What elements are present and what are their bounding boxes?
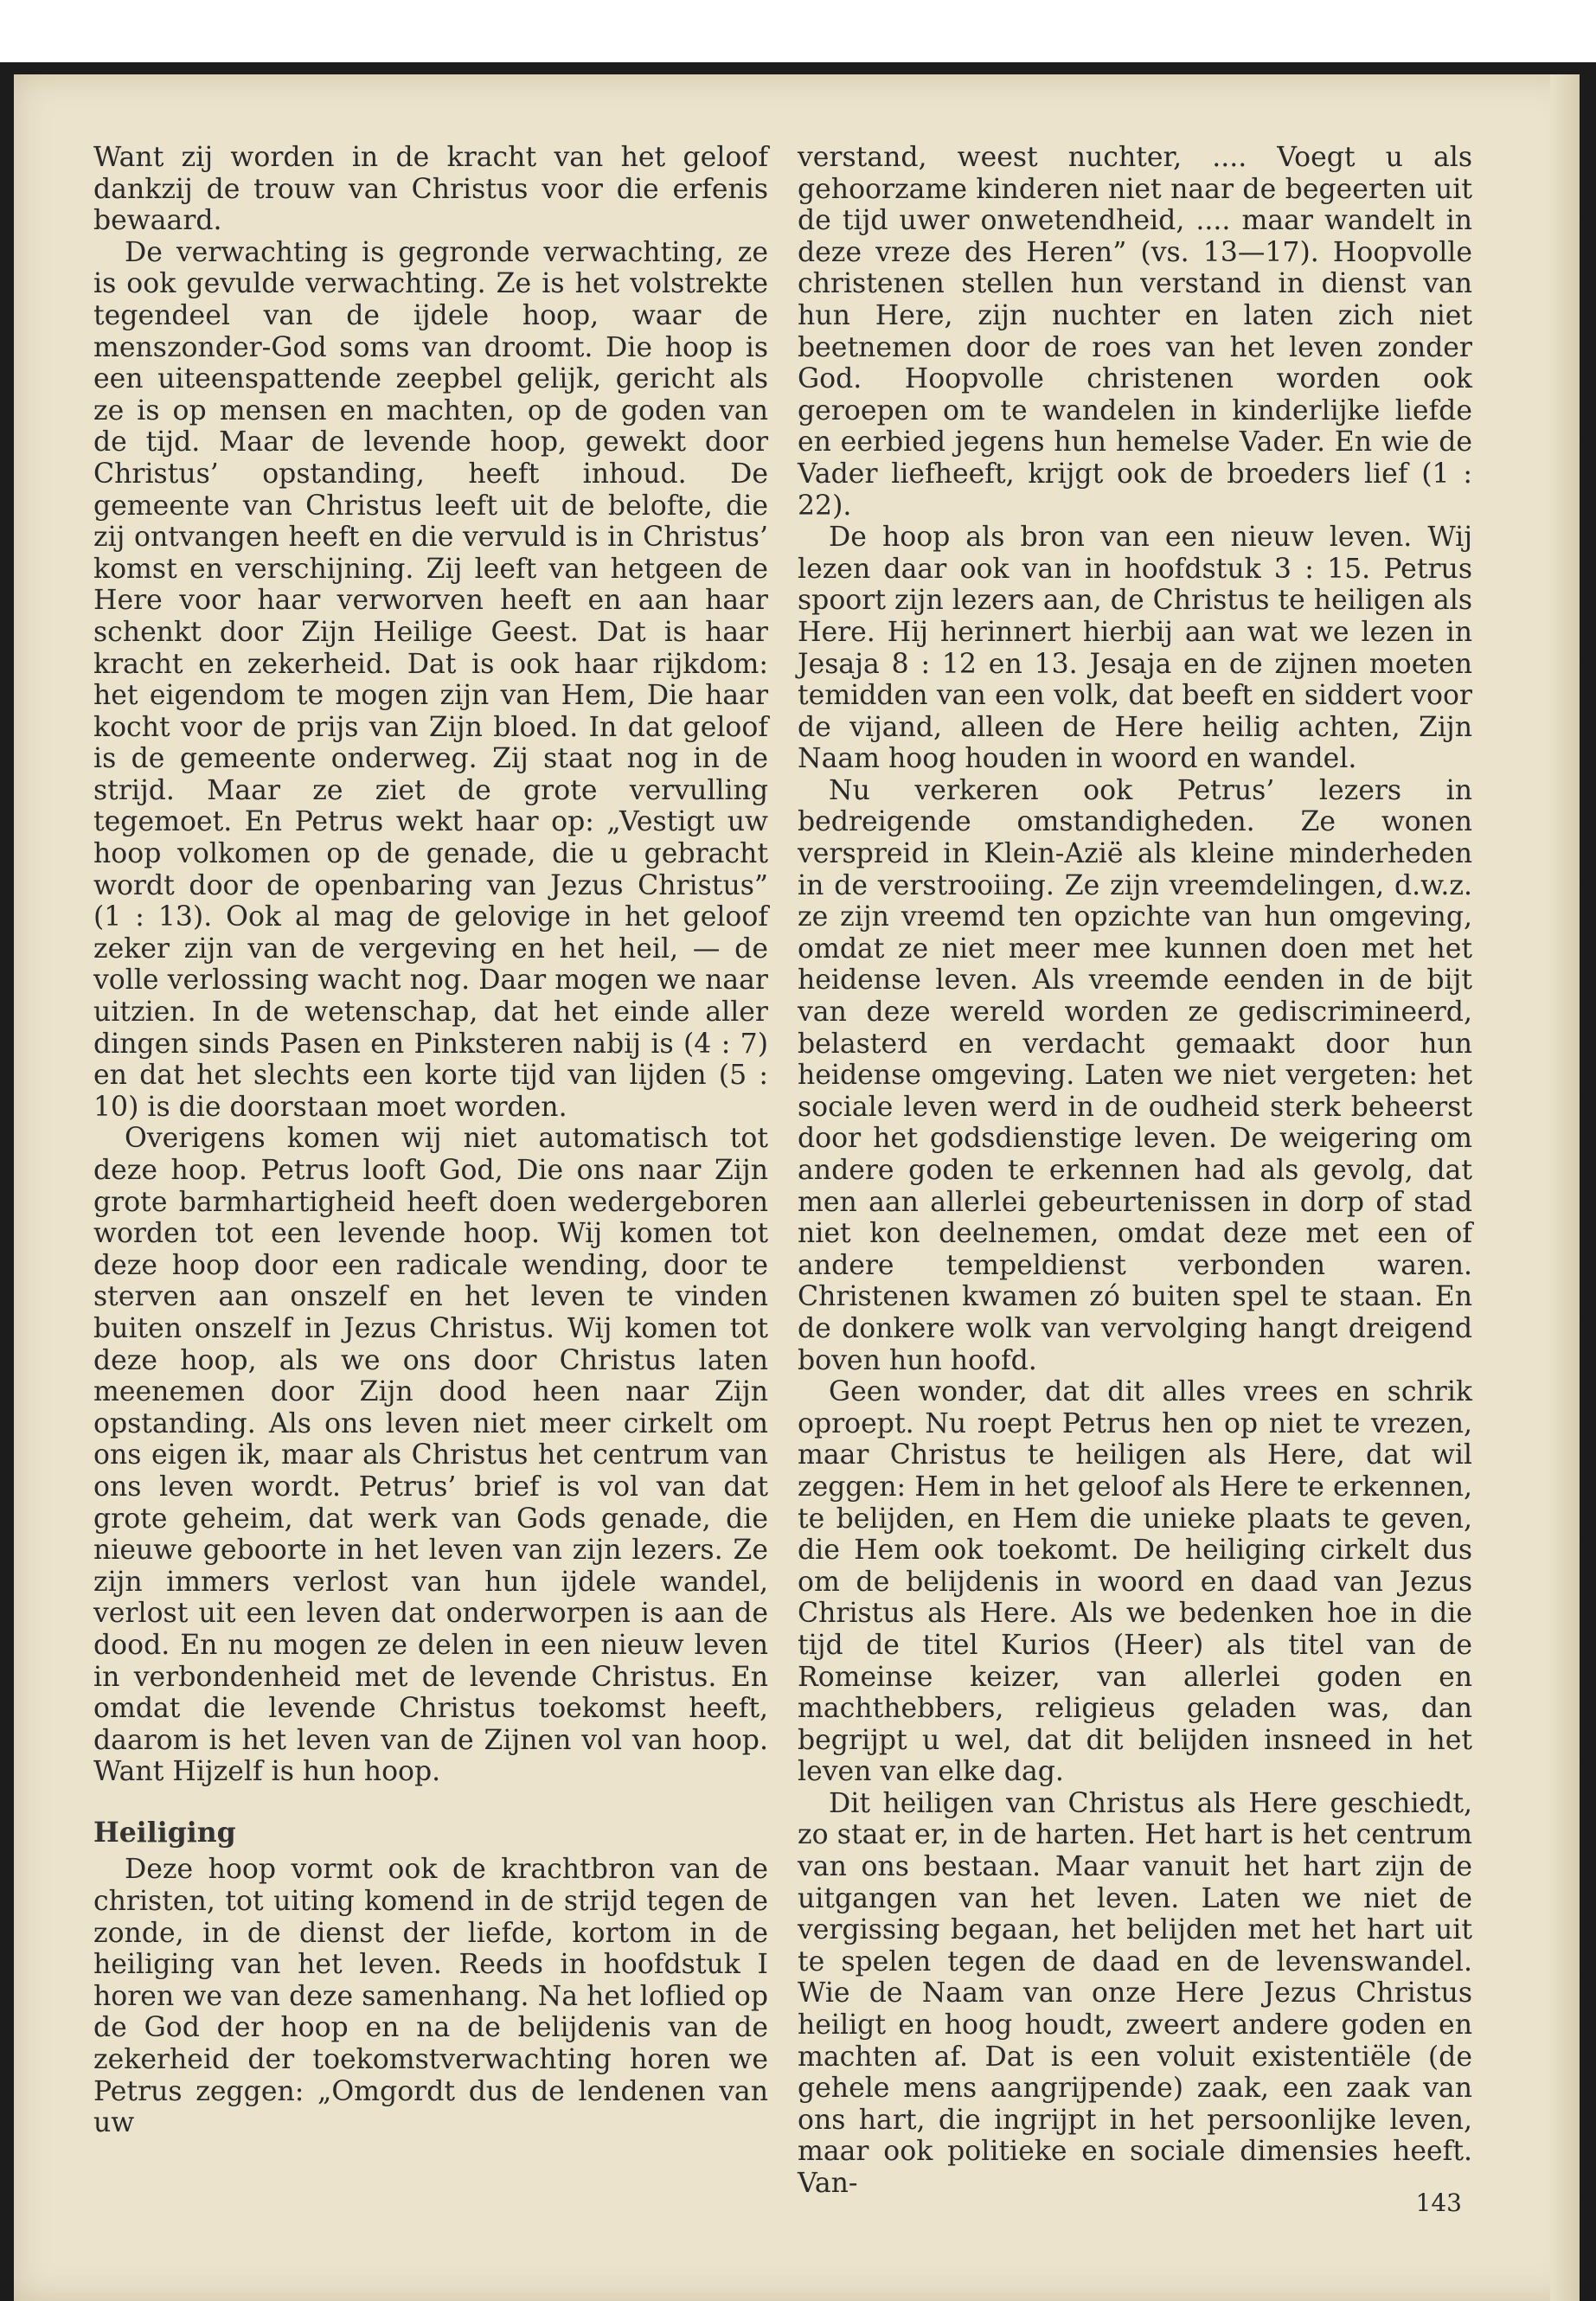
section-heading: Heiliging — [93, 1816, 236, 1849]
paragraph: Want zij worden in de kracht van het geloof dankzij de trouw van Christus voor die erfenis bewaard. — [93, 142, 768, 237]
paragraph: De hoop als bron van een nieuw leven. Wij lezen daar ook van in hoofdstuk 3 : 15. Petrus spoort zijn lezers aan, de Christus te heiligen als Here. Hij herinnert hierbij aan wat we lezen in Jesaja 8 : 12 en 13. Jesaja en de zijnen moeten temidden van een volk, dat beeft en siddert voor de vijand, alleen de Here heilig achten, Zijn Naam hoog houden in woord en wandel. — [798, 522, 1473, 775]
page-edge — [1550, 74, 1580, 2301]
right-column — [798, 142, 1472, 2200]
paragraph: Dit heiligen van Christus als Here geschiedt, zo staat er, in de harten. Het hart is het centrum van ons bestaan. Maar vanuit het hart zijn de uitgangen van het leven. Laten we niet de vergissing begaan, het belijden met het hart uit te spelen tegen de daad en de levenswandel. Wie de Naam van onze Here Jezus Christus heiligt en hoog houdt, zweert andere goden en machten af. Dat is een voluit existentiële (de gehele mens aangrijpende) zaak, een zaak van ons hart, die ingrijpt in het persoonlijke leven, maar ook politieke en sociale dimensies heeft. Van- — [798, 1787, 1472, 2199]
paragraph: verstand, weest nuchter, .... Voegt u als gehoorzame kinderen niet naar de begeerten uit de tijd uwer onwetendheid, .... maar wandelt in deze vreze des Heren” (vs. 13—17). Hoopvolle christenen stellen hun verstand in dienst van hun Here, zijn nuchter en laten zich niet beetnemen door de roes van het leven zonder God. Hoopvolle christenen worden ook geroepen om te wandelen in kinderlijke liefde en eerbied jegens hun hemelse Vader. En wie de Vader liefheeft, krijgt ook de broeders lief (1 : 22). — [798, 142, 1472, 522]
top-margin — [0, 0, 1596, 62]
paragraph: Nu verkeren ook Petrus’ lezers in bedreigende omstandigheden. Ze wonen verspreid in Klein-Azië als kleine minderheden in de verstrooiing. Ze zijn vreemdelingen, d.w.z. ze zijn vreemd ten opzichte van hun omgeving, omdat ze niet meer mee kunnen doen met het heidense leven. Als vreemde eenden in de bijt van deze wereld worden ze gediscrimineerd, belasterd en verdacht gemaakt door hun heidense omgeving. Laten we niet vergeten: het sociale leven werd in de oudheid sterk beheerst door het godsdienstige leven. De weigering om andere goden te erkennen had als gevolg, dat men aan allerlei gebeurtenissen in dorp of stad niet kon deelnemen, omdat deze met een of andere tempeldienst verbonden waren. Christenen kwamen zó buiten spel te staan. En de donkere wolk van vervolging hangt dreigend boven hun hoofd. — [798, 774, 1472, 1376]
paragraph: Deze hoop vormt ook de krachtbron van de christen, tot uiting komend in de strijd tegen de zonde, in de dienst der liefde, kortom in de heiliging van het leven. Reeds in hoofdstuk I horen we van deze samenhang. Na het loflied op de God der hoop en na de belijdenis van de zekerheid der toekomstverwachting horen we Petrus zeggen: „Omgordt dus de lendenen van uw — [93, 1854, 768, 2139]
paragraph: De verwachting is gegronde verwachting, ze is ook gevulde verwachting. Ze is het volstrekte tegendeel van de ijdele hoop, waar de menszonder-God soms van droomt. Die hoop is een uiteenspattende zeepbel gelijk, gericht als ze is op mensen en machten, op de goden van de tijd. Maar de levende hoop, gewekt door Christus’ opstanding, heeft inhoud. De gemeente van Christus leeft uit de belofte, die zij ontvangen heeft en die vervuld is in Christus’ komst en verschijning. Zij leeft van hetgeen de Here voor haar verworven heeft en aan haar schenkt door Zijn Heilige Geest. Dat is haar kracht en zekerheid. Dat is ook haar rijkdom: het eigendom te mogen zijn van Hem, Die haar kocht voor de prijs van Zijn bloed. In dat geloof is de gemeente onderweg. Zij staat nog in de strijd. Maar ze ziet de grote vervulling tegemoet. En Petrus wekt haar op: „Vestigt uw hoop volkomen op de genade, die u gebracht wordt door de openbaring van Jezus Christus” (1 : 13). Ook al mag de gelovige in het geloof zeker zijn van de vergeving en het heil, — de volle verlossing wacht nog. Daar mogen we naar uitzien. In de wetenschap, dat het einde aller dingen sinds Pasen en Pinksteren nabij is (4 : 7) en dat het slechts een korte tijd van lijden (5 : 10) is die doorstaan moet worden. — [93, 236, 768, 1123]
page-number: 143 — [1415, 2189, 1462, 2217]
left-column — [93, 142, 768, 2139]
paragraph: Overigens komen wij niet automatisch tot deze hoop. Petrus looft God, Die ons naar Zijn grote barmhartigheid heeft doen wedergeboren worden tot een levende hoop. Wij komen tot deze hoop door een radicale wending, door te sterven aan onszelf en het leven te vinden buiten onszelf in Jezus Christus. Wij komen tot deze hoop, als we ons door Christus laten meenemen door Zijn dood heen naar Zijn opstanding. Als ons leven niet meer cirkelt om ons eigen ik, maar als Christus het centrum van ons leven wordt. Petrus’ brief is vol van dat grote geheim, dat werk van Gods genade, die nieuwe geboorte in het leven van zijn lezers. Ze zijn immers verlost van hun ijdele wandel, verlost uit een leven dat onderworpen is aan de dood. En nu mogen ze delen in een nieuw leven in verbondenheid met de levende Christus. En omdat die levende Christus toekomst heeft, daarom is het leven van de Zijnen vol van hoop. Want Hijzelf is hun hoop. — [93, 1123, 768, 1788]
paragraph: Geen wonder, dat dit alles vrees en schrik oproept. Nu roept Petrus hen op niet te vrezen, maar Christus te heiligen als Here, dat wil zeggen: Hem in het geloof als Here te erkennen, te belijden, en Hem die unieke plaats te geven, die Hem ook toekomt. De heiliging cirkelt dus om de belijdenis in woord en daad van Jezus Christus als Here. Als we bedenken hoe in die tijd de titel Kurios (Heer) als titel van de Romeinse keizer, van allerlei goden en machthebbers, religieus geladen was, dan begrijpt u wel, dat dit belijden insneed in het leven van elke dag. — [798, 1376, 1472, 1788]
book-page — [14, 74, 1580, 2301]
